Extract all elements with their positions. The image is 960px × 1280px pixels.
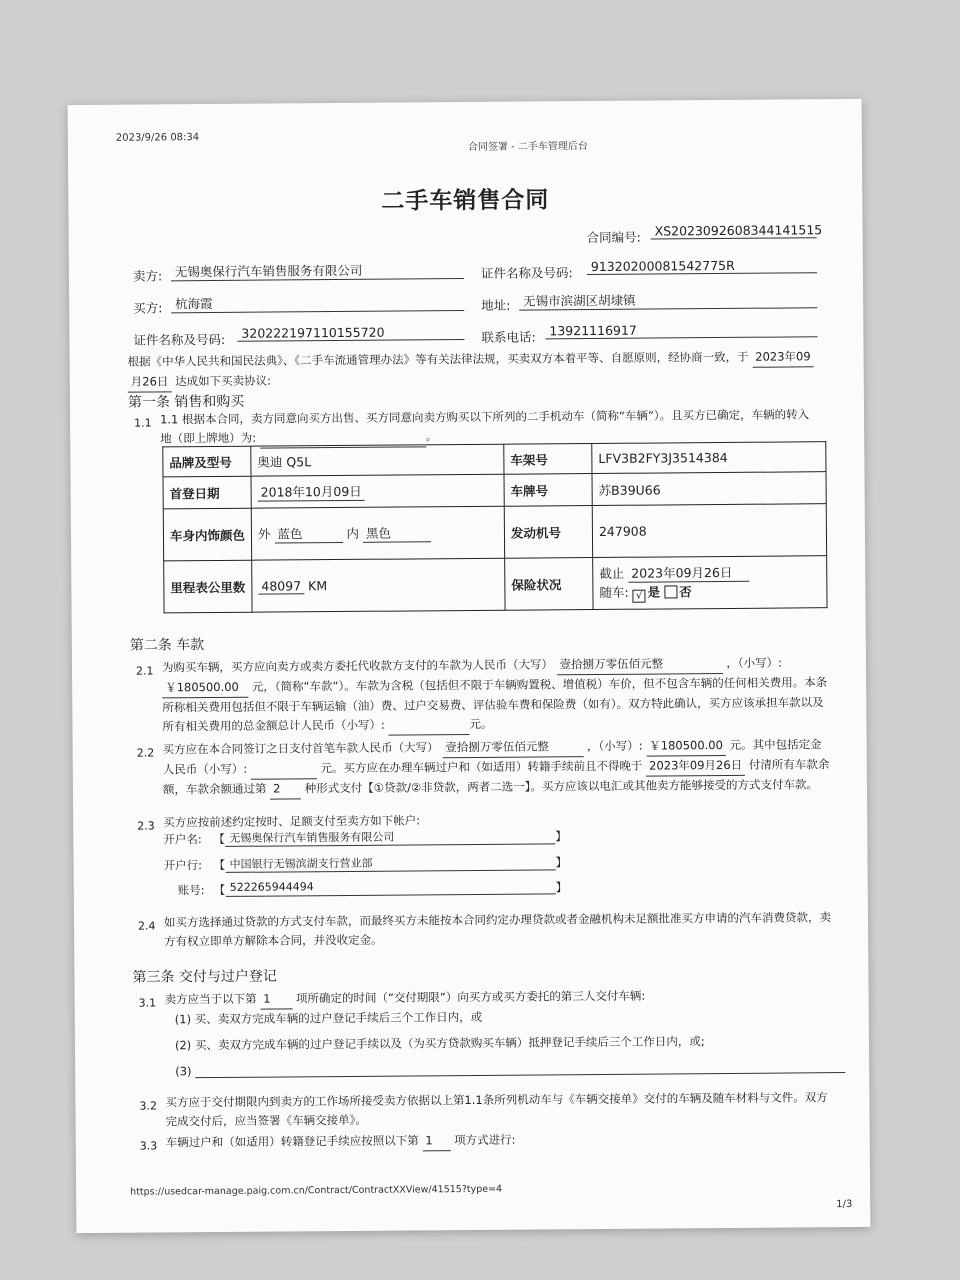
clause-3-3-text-a: 车辆过户和（如适用）转籍登记手续应按照以下第 [165, 1133, 419, 1150]
first-registration-cell [251, 474, 504, 508]
price-lowercase-label: ，（小写）: [726, 655, 782, 670]
buyer-id: 320222197110155720 [237, 324, 464, 342]
bracket-left: 【 [213, 882, 226, 898]
vin-label: 车架号 [504, 444, 592, 475]
bracket-left: 【 [213, 857, 226, 873]
insurance-until-date: 2023年09月26日 [628, 563, 749, 583]
deposit-blank [251, 759, 317, 780]
mileage-unit: KM [308, 577, 328, 593]
clause-3-3 [166, 1128, 834, 1153]
plate-label: 车牌号 [504, 474, 592, 507]
bracket-left: 【 [213, 831, 225, 847]
bracket-right: 】 [555, 855, 568, 870]
clause-2-2-text-c: 元。买方应在办理车辆过户和（如适用）转籍手续前且不得晚于 [320, 758, 643, 776]
clause-3-2-number: 3.2 [139, 1099, 157, 1113]
final-payment-date: 2023年09月26日 [646, 756, 745, 777]
clause-3-1 [165, 985, 833, 1010]
clause-2-1-text-c: 元。 [469, 716, 493, 731]
clause-2-1-number: 2.1 [135, 664, 154, 678]
first-payment-lowercase-label: ，（小写）: [586, 738, 643, 754]
seller-name: 无锡奥保行汽车销售服务有限公司 [171, 260, 464, 281]
intro-text-end: 达成如下买卖协议: [174, 373, 271, 389]
mileage-cell [252, 558, 505, 612]
clause-2-2-text-a: 买方应在本合同签订之日支付首笔车款人民币（大写） [162, 740, 439, 757]
buyer-label: 买方: [133, 300, 163, 316]
interior-label: 内 [346, 525, 360, 541]
clause-2-4-text: 如买方选择通过贷款的方式支付车款，而最终买方未能按本合同约定办理贷款或者金融机构未足额批准买方申请的汽车消费贷款，卖方有权立即单方解除本合同，并没收定金。 [163, 910, 832, 949]
bracket-right: 】 [555, 880, 568, 895]
delivery-option-3-blank [195, 1072, 845, 1078]
clause-2-1 [162, 653, 831, 737]
delivery-option-2: (2) 买、卖双方完成车辆的过户登记手续以及（为买方贷款购买车辆）抵押登记手续后三个工作日内，或; [174, 1034, 705, 1053]
checkbox-yes[interactable]: √ [633, 590, 646, 603]
page-number: 1/3 [836, 1199, 853, 1211]
insurance-label: 保险状况 [505, 558, 593, 611]
clause-3-1-text-b: 项所确定的时间（“交付期限”）向买方或买方委托的第三人交付车辆: [295, 988, 646, 1006]
clause-3-3-number: 3.3 [139, 1139, 158, 1153]
first-registration-label: 首登日期 [163, 476, 251, 509]
intro-date-part2: 月26日 [128, 372, 172, 392]
clause-3-3-text-b: 项方式进行: [453, 1132, 516, 1148]
contract-no-label: 合同编号: [586, 229, 641, 246]
price-uppercase: 壹拾捌万零伍佰元整 [557, 654, 723, 675]
insurance-cell [593, 556, 827, 610]
bank-name: 中国银行无锡滨湖支行营业部 [225, 853, 555, 873]
clause-1-1-end: 。 [425, 429, 438, 444]
buyer-address: 无锡市滨湖区胡埭镇 [519, 289, 817, 310]
clause-3-1-text-a: 卖方应当于以下第 [164, 991, 257, 1007]
account-no-label: 账号: [177, 883, 205, 898]
checkbox-no[interactable] [664, 585, 677, 598]
print-header-title: 合同签署 - 二手车管理后台 [467, 141, 588, 153]
delivery-option-no: 1 [260, 989, 292, 1009]
seller-id: 91320200081542775R [587, 257, 817, 275]
page-url: https://usedcar-manage.paig.com.cn/Contract/ContractXXView/41515?type=4 [130, 1183, 503, 1198]
article-3-title: 第三条 交付与过户登记 [132, 968, 277, 986]
engine-label: 发动机号 [504, 506, 592, 559]
plate-value: 苏B39U66 [592, 472, 826, 506]
price-lowercase: ￥180500.00 [162, 678, 248, 699]
seller-label: 卖方: [132, 268, 163, 284]
clause-2-3-text: 买方应按前述约定按时、足额支付至卖方如下帐户: [163, 813, 421, 830]
bracket-right: 】 [555, 829, 567, 844]
intro-paragraph [128, 347, 818, 392]
exterior-label: 外 [257, 526, 271, 542]
clause-2-2 [163, 735, 831, 800]
seller-id-label: 证件名称及号码: [480, 265, 573, 281]
article-2-title: 第二条 车款 [129, 637, 205, 654]
phone-label: 联系电话: [481, 329, 536, 345]
engine-value: 247908 [592, 504, 826, 558]
intro-date-part1: 2023年09 [752, 347, 814, 367]
delivery-option-3: (3) [175, 1064, 192, 1079]
first-payment-lowercase: ￥180500.00 [646, 736, 726, 757]
delivery-option-1: (1) 买、卖双方完成车辆的过户登记手续后三个工作日内，或 [174, 1009, 483, 1027]
bank-label: 开户行: [163, 858, 202, 873]
clause-number: 1.1 [134, 416, 152, 430]
clause-2-2-number: 2.2 [136, 746, 155, 760]
vehicle-info-table [162, 441, 827, 613]
clause-3-2-text: 买方应于交付期限内到卖方的工作场所接受卖方依据以上第1.1条所列机动车与《车辆交接单》交付的车辆及随车材料与文件。双方完成交付后，应当签署《车辆交接单》。 [165, 1090, 828, 1129]
total-amount-blank [388, 715, 469, 736]
clause-2-1-text-a: 为购买车辆，买方应向卖方或卖方委托代收款方支付的车款为人民币（大写） [161, 657, 554, 675]
mileage-value: 48097 [258, 578, 304, 594]
contract-page [68, 99, 871, 1233]
clause-1-1-text: 1.1 根据本合同，卖方同意向买方出售、买方同意向卖方购买以下所列的二手机动车（简称“车辆”）。且买方已确定，车辆的转入 [159, 407, 810, 427]
with-car-label: 随车: [599, 584, 629, 600]
brand-label: 品牌及型号 [163, 446, 251, 477]
mileage-label: 里程表公里数 [164, 560, 252, 613]
payment-method-no: 2 [270, 779, 301, 799]
color-cell [251, 506, 504, 560]
clause-1-1-text2: 地（即上牌地）为: [160, 430, 257, 446]
clause-2-4-number: 2.4 [137, 919, 156, 933]
brand-value: 奥迪 Q5L [251, 444, 504, 476]
account-name-label: 开户名: [163, 832, 202, 847]
first-registration-value: 2018年10月09日 [258, 482, 365, 502]
no-label: 否 [679, 584, 692, 600]
document-title: 二手车销售合同 [381, 187, 550, 215]
clause-2-2-text-e: 种形式支付【①贷款/②非贷款，两者二选一】。买方应该以电汇或其他卖方能够接受的方式支付车款。 [304, 777, 819, 796]
buyer-id-label: 证件名称及号码: [133, 331, 226, 348]
vin-value: LFV3B2FY3J3514384 [592, 442, 826, 474]
account-number: 522265944494 [226, 878, 556, 897]
clause-3-1-number: 3.1 [138, 996, 157, 1010]
account-name: 无锡奥保行汽车销售服务有限公司 [225, 827, 555, 847]
clause-2-2-text-d: 付清所有车款余额，车款余额通过第 [162, 757, 830, 797]
insurance-until-label: 截止 [599, 565, 625, 581]
clause-2-1-text-b: 元，（简称“车款”）。车款为含税（包括但不限于车辆购置税、增值税）车价，但不包含车辆的任何相关费用。本条所称相关费用包括但不限于车辆运输（油）费、过户交易费、评估验车费和保险费（如有）。双方特此确认，买方应该承担车款以及所有相关费用的总金额总计人民币（小写）: [162, 675, 828, 734]
clause-2-3-number: 2.3 [137, 819, 155, 833]
contract-no-value: XS2023092608344141515 [651, 222, 817, 239]
article-1-title: 第一条 销售和购买 [127, 393, 245, 411]
first-payment-uppercase: 壹拾捌万零伍佰元整 [442, 737, 583, 758]
address-label: 地址: [481, 297, 511, 313]
yes-label: 是 [647, 584, 661, 600]
intro-text: 根据《中华人民共和国民法典》、《二手车流通管理办法》等有关法律法规，买卖双方本着平等、自愿原则，经协商一致，于 [127, 349, 749, 369]
exterior-color: 蓝色 [274, 524, 342, 544]
buyer-name: 杭海霞 [171, 292, 464, 313]
clause-2-2-text-b: 元。其中包括定金人民币（小写）: [162, 737, 822, 777]
color-label: 车身内饰颜色 [163, 508, 251, 561]
print-timestamp: 2023/9/26 08:34 [115, 132, 200, 144]
buyer-phone: 13921116917 [545, 321, 817, 339]
transfer-option-no: 1 [422, 1131, 450, 1151]
interior-color: 黑色 [363, 523, 431, 543]
